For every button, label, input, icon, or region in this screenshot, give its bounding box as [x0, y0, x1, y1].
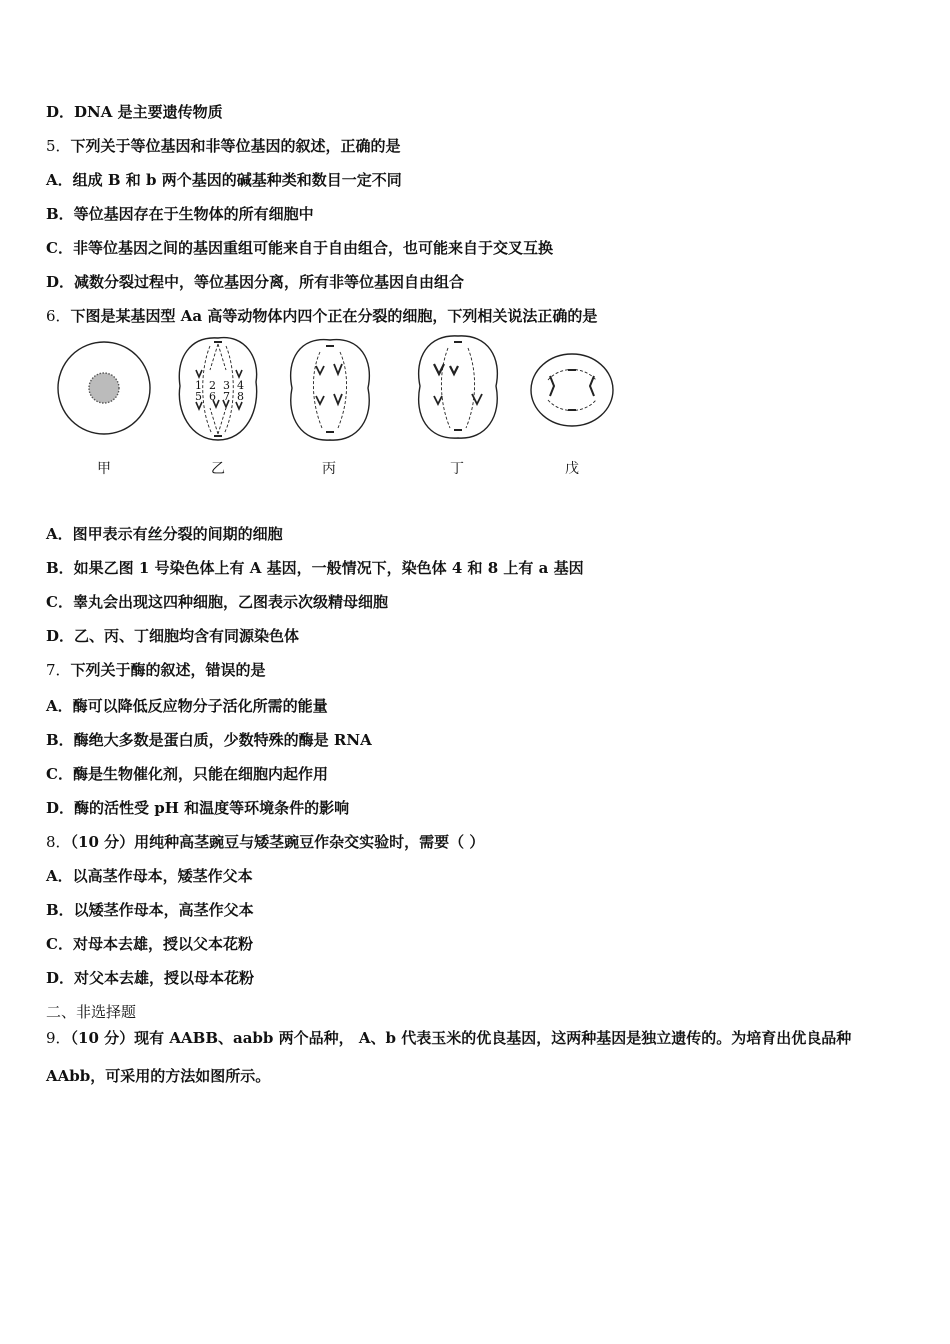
yi-num-5: 5	[195, 390, 202, 403]
q5-option-d: D．减数分裂过程中，等位基因分离，所有非等位基因自由组合	[46, 273, 465, 291]
q5-stem-text: 下列关于等位基因和非等位基因的叙述，正确的是	[70, 137, 401, 155]
q6-option-d: D．乙、丙、丁细胞均含有同源染色体	[46, 627, 300, 645]
label-wu: 戊	[565, 461, 579, 477]
q5-option-b: B．等位基因存在于生物体的所有细胞中	[46, 205, 314, 223]
yi-num-6: 6	[209, 390, 216, 403]
q5-stem	[46, 136, 401, 156]
label-jia: 甲	[97, 461, 111, 477]
q6-stem-text: 下图是某基因型 Aa 高等动物体内四个正在分裂的细胞，下列相关说法正确的是	[70, 307, 598, 325]
cell-division-figure	[50, 330, 630, 455]
q7-stem	[46, 660, 266, 680]
q7-number: 7．	[46, 661, 71, 679]
label-yi: 乙	[211, 461, 225, 477]
yi-num-4: 4	[237, 379, 244, 392]
label-bing: 丙	[322, 461, 336, 477]
q8-stem-text: （10 分）用纯种高茎豌豆与矮茎豌豆作杂交实验时，需要（ ）	[70, 833, 485, 851]
q8-option-d: D．对父本去雄，授以母本花粉	[46, 969, 255, 987]
yi-num-8: 8	[237, 390, 244, 403]
q7-option-a: A．酶可以降低反应物分子活化所需的能量	[46, 697, 328, 715]
q5-option-a: A．组成 B 和 b 两个基因的碱基种类和数目一定不同	[46, 171, 402, 189]
q7-option-c: C．酶是生物催化剂，只能在细胞内起作用	[46, 765, 328, 783]
q6-option-b: B．如果乙图 1 号染色体上有 A 基因，一般情况下，染色体 4 和 8 上有 a 基因	[46, 559, 584, 577]
q7-option-b: B．酶绝大多数是蛋白质，少数特殊的酶是 RNA	[46, 731, 372, 749]
q9-stem-text: （10 分）现有 AABB、aabb 两个品种， A、b 代表玉米的优良基因，这两种基因是独立遗传的。为培育出优良品种	[70, 1029, 852, 1047]
q8-option-b: B．以矮茎作母本，高茎作父本	[46, 901, 254, 919]
q5-option-c: C．非等位基因之间的基因重组可能来自于自由组合，也可能来自于交叉互换	[46, 239, 553, 257]
label-ding: 丁	[450, 461, 464, 477]
cell-wu	[531, 354, 613, 426]
q4-option-d: D．DNA 是主要遗传物质	[46, 103, 223, 121]
q6-option-c: C．睾丸会出现这四种细胞，乙图表示次级精母细胞	[46, 593, 388, 611]
q9-stem-line2: AAbb，可采用的方法如图所示。	[46, 1067, 271, 1085]
q8-option-c: C．对母本去雄，授以父本花粉	[46, 935, 253, 953]
q7-stem-text: 下列关于酶的叙述，错误的是	[70, 661, 266, 679]
section-heading: 二、非选择题	[46, 1003, 137, 1021]
q6-stem	[46, 306, 597, 326]
q9-stem-line1	[46, 1028, 851, 1048]
q6-option-a: A．图甲表示有丝分裂的间期的细胞	[46, 525, 283, 543]
q9-number: 9．	[46, 1029, 71, 1047]
yi-num-3: 3	[223, 379, 230, 392]
q8-option-a: A．以高茎作母本，矮茎作父本	[46, 867, 253, 885]
yi-num-7: 7	[223, 390, 230, 403]
q6-number: 6．	[46, 307, 71, 325]
q5-number: 5．	[46, 137, 71, 155]
yi-num-1: 1	[195, 379, 202, 392]
q8-number: 8．	[46, 833, 71, 851]
yi-num-2: 2	[209, 379, 216, 392]
cell-ding	[419, 336, 498, 438]
q8-stem	[46, 832, 484, 852]
cell-bing	[291, 340, 370, 441]
yi-numbers-bottom	[195, 391, 244, 402]
cell-jia	[58, 342, 150, 434]
q7-option-d: D．酶的活性受 pH 和温度等环境条件的影响	[46, 799, 350, 817]
